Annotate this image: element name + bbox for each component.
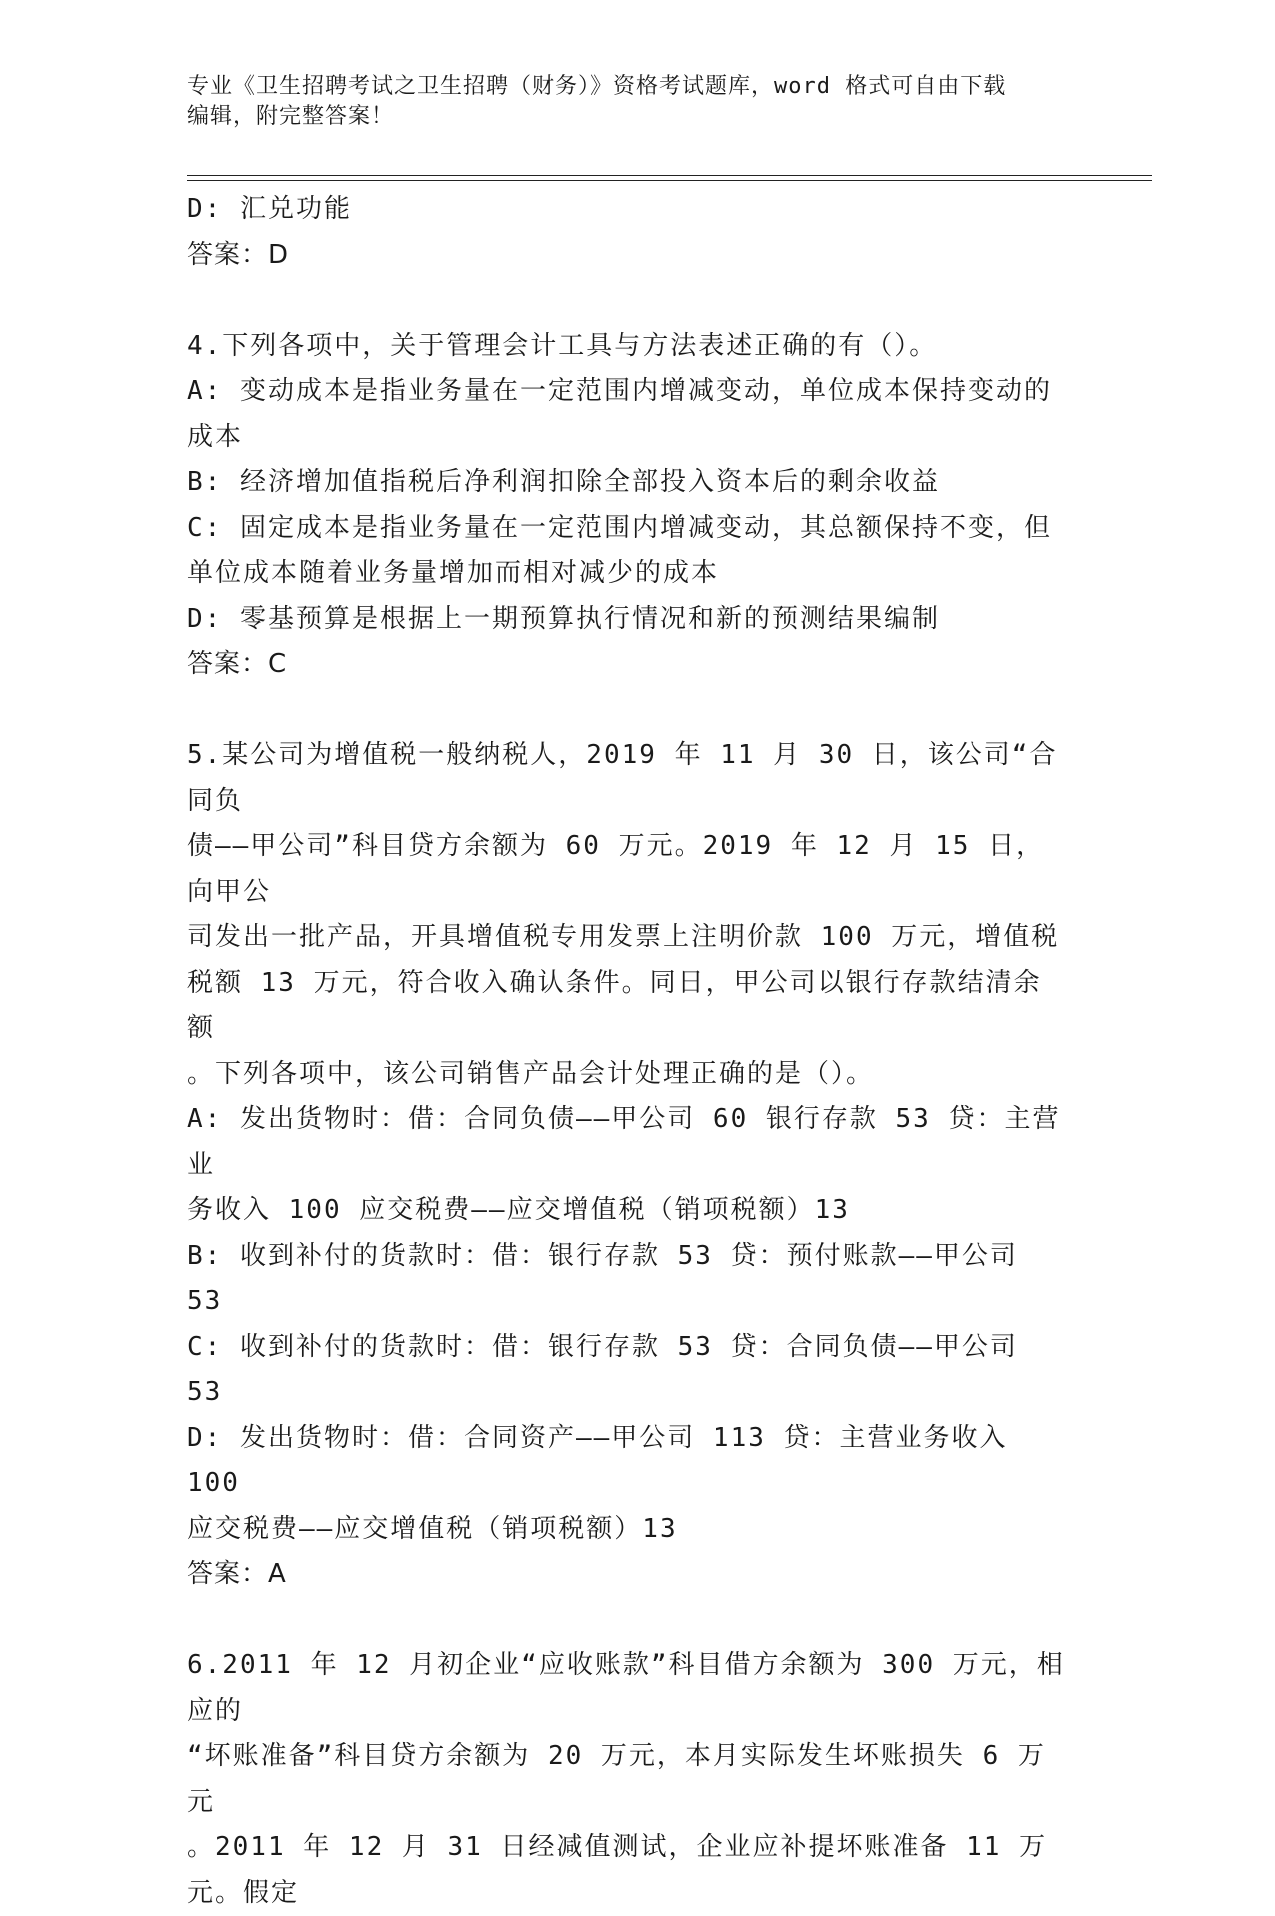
q5-option-d-line-1: D: 发出货物时：借：合同资产——甲公司 113 贷：主营业务收入 100 [187,1422,1026,1498]
q4-option-a-line-1: A: 变动成本是指业务量在一定范围内增减变动，单位成本保持变动的 [187,376,1052,406]
q4-option-c-line-1: C: 固定成本是指业务量在一定范围内增减变动，其总额保持不变，但 [187,512,1052,543]
prev-option-d: D: 汇兑功能 [187,194,352,224]
prev-answer: 答案：D [187,239,290,270]
q5-stem-line-2: 债——甲公司”科目贷方余额为 60 万元。2019 年 12 月 15 日，向甲公 [187,831,1045,907]
spacer [187,688,1067,734]
q6-stem-line-2: “坏账准备”科目贷方余额为 20 万元，本月实际发生坏账损失 6 万元 [187,1741,1046,1817]
q5-option-d-line-2: 应交税费——应交增值税（销项税额）13 [187,1513,678,1544]
q4-answer: 答案：C [187,649,288,679]
q4-stem: 4.下列各项中，关于管理会计工具与方法表述正确的有（）。 [187,330,938,361]
q4-option-b: B: 经济增加值指税后净利润扣除全部投入资本后的剩余收益 [187,467,940,497]
q6-stem-line-1: 6.2011 年 12 月初企业“应收账款”科目借方余额为 300 万元，相应的 [187,1650,1065,1726]
q5-option-b: B: 收到补付的货款时：借：银行存款 53 贷：预付账款——甲公司 53 [187,1240,1036,1316]
q5-stem-line-3: 司发出一批产品，开具增值税专用发票上注明价款 100 万元，增值税 [187,922,1060,952]
header-line-2: 编辑，附完整答案！ [187,104,395,129]
q5-option-a-line-2: 务收入 100 应交税费——应交增值税（销项税额）13 [187,1195,850,1225]
q4-option-c-line-2: 单位成本随着业务量增加而相对减少的成本 [187,558,720,588]
page-header [187,72,1107,132]
spacer [187,1598,1067,1644]
q4-option-a-line-2: 成本 [187,421,244,452]
question-content [187,187,1067,1916]
spacer [187,278,1067,324]
header-divider [187,175,1152,181]
header-line-1: 专业《卫生招聘考试之卫生招聘（财务）》资格考试题库，word 格式可自由下载 [187,74,1007,99]
q5-option-a-line-1: A: 发出货物时：借：合同负债——甲公司 60 银行存款 53 贷：主营业 [187,1104,1061,1180]
q5-stem-line-1: 5.某公司为增值税一般纳税人，2019 年 11 月 30 日，该公司“合同负 [187,740,1058,816]
q5-stem-line-4: 税额 13 万元，符合收入确认条件。同日，甲公司以银行存款结清余额 [187,967,1042,1043]
q6-stem-line-3: 。2011 年 12 月 31 日经减值测试，企业应补提坏账准备 11 万元。假定 [187,1832,1048,1908]
q4-option-d: D: 零基预算是根据上一期预算执行情况和新的预测结果编制 [187,603,940,634]
q5-answer: 答案：A [187,1559,287,1589]
q5-option-c: C: 收到补付的货款时：借：银行存款 53 贷：合同负债——甲公司 53 [187,1331,1036,1407]
q5-stem-line-5: 。下列各项中，该公司销售产品会计处理正确的是（）。 [187,1058,875,1089]
